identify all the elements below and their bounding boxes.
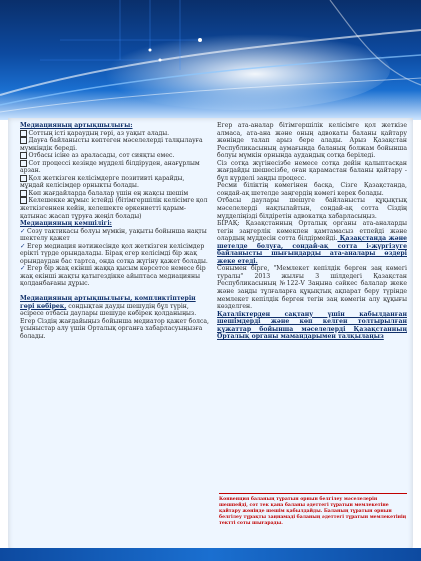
list-item: Сот процессі кезінде мүдделі білдіруден, анағұрлым арзан. [20,159,200,175]
list-item: ✓ Егер бір жақ екінші жаққа қысым көрсетсе немесе бір жақ екінші жақты қатыгездікке айыптаса медиацияны қолданбағаны дұрыс. [20,264,206,288]
list-item: ✓ Созу тактикасы болуы мүмкін, уақыты бойынша нақты шектелу қажет [20,226,207,243]
header-banner [0,0,421,120]
checkbox-bullet-icon [20,130,27,137]
paragraph: Егер ата-аналар бітімгершілік келісімге қол жеткізе алмаса, ата-ана және оның адвокаты баланы қайтару жөнінде талап арыз бере алады. Арыз Қазақстан Республикасының аумағында баланың болжам бойынша болуы мүмкін орнында аудандық сотқа беріледі. [217,122,407,160]
check-bullet-icon: ✓ [20,264,26,273]
list-item: Келешекке жұмыс істейді (бітімгершілік келісімге қол жеткізгеннен кейін, келешекте өркениетті қарым-қатынас жасап тұруға жеңіл болады) [20,197,208,220]
list-item: Қол жеткізген келісімдерге позитивті қарайды, мұндай келісімдер орныкты болады. [20,174,185,190]
list-item: Көп жағдайларда балалар үшін ең жақсы шешім [20,190,210,198]
checkbox-bullet-icon [20,197,27,204]
header-decoration [0,0,421,120]
paragraph: Сонымен бірге, "Мемлекет кепілдік берген заң көмегі туралы" 2013 жылғы 3 шілдедегі Қазақстан Республикасының №122-V Заңына сәйкес балалар жеке және заңды тұлғаларға құқықтық ақпарат беру түрінде мемлекет кепілдік берген тегін заң көмегін алу құқығы көзделген. [217,265,407,311]
checkbox-bullet-icon [20,190,27,197]
paragraph: Сіз сотқа жүгінесізбе немесе сотқа дейін қалыптасқан жағдайды шешесізбе, оған қарамастан баланы қайтару - бұл күрделі заңды процесс. [217,159,407,182]
advice-paragraph: Қаталіктерден сақтану үшін кабылданған шешімдерді және көп келген толтырылған құжаттар бойынша мәселелерді Қазақстанның Орталық органы мамандарымен талқылаңыз [217,310,407,341]
checkbox-bullet-icon [20,160,27,167]
left-column [20,122,210,340]
conclusion-text: сондықтан дауды шешудің бұл түрін, әсіресе отбасы даулары шешуде көбірек қолданыңыз. Егер Сіздің жағдайыңыз бойынша медиатор қажет болса, ұсыныстар алу үшін Орталық органға хабарласуыңызға болады. [20,302,210,340]
paragraph-bold: Қазақстанда және шетелде болуға, сондай-ақ сотта і-жүргізуге байланысты шығындарды ата-аналары өздері жеке етеді. [217,235,407,265]
conclusion-bold: Медиацияның артықшылығы, компликтіптерін гөрі көбірек, [20,295,196,310]
list-item: Отбасы ісіне аз араласады, сот сияқты емес. [20,152,210,160]
paragraph: Отбасы даулары шешуге байланысты құқықтық мәселелерді нақтылайтын, сондай-ақ сотта Сіздің мүдделіңізді білдіретін адвокатқа хабарласыңыз. [217,197,407,220]
footer-bar [0,548,421,561]
list-item: ✓ Егер медиация нәтижесінде қол жеткізген келісімдер ерікті түрде орындалады. Бірақ егер келісімді бір жақ орындаудан бас тартса, онда сотқа жүгіну қажет болады. [20,241,208,265]
footnote: Конвенция баланың тұратын орнын белгілеу мәселелерін шешпейді, сот тек қана баланы әдеттегі тұратын мемлекетіне қайтару жөнінде шешім қабылдайды. Баланың тұратын орнын белгілеу тұрақты заңнамаді баланың әдеттегі тұратын мемлекетінің тектті соты шығарады. [219,493,407,527]
checkbox-bullet-icon [20,137,27,144]
paragraph: Ресми біліктің көмегінен басқа, Сізге Қазақстанда, сондай-ақ шетелде заңгердің көмегі керек болады. [217,182,407,197]
paragraph: БІРАҚ: Қазақстанның Орталық органы ата-аналарды тегін заңгерлік көмекпен қамтамасыз етпейді және олардың мүддесін сотта білдірмейді. Қазақстанда және шетелде болуға, сондай-ақ сотта і-жүргізуге байланысты шығындарды ата-аналары өздері жеке етеді. [217,220,407,265]
list-item: Дауға байланысты көптеген мәселелерді талқылауға мүмкіндік береді. [20,137,203,152]
conclusion-paragraph [20,295,210,340]
check-bullet-icon: ✓ [20,241,26,250]
right-column [217,122,407,341]
checkbox-bullet-icon [20,152,27,159]
list-item: Соттың істі қараудың гөрі, аз уақыт алады. [20,130,210,138]
advantages-heading: Медиацияның артықшылығы: [20,122,133,129]
disadvantages-heading: Медиацияның кемшілігі: [20,220,112,228]
check-bullet-icon: ✓ [20,226,26,235]
checkbox-bullet-icon [20,175,27,182]
